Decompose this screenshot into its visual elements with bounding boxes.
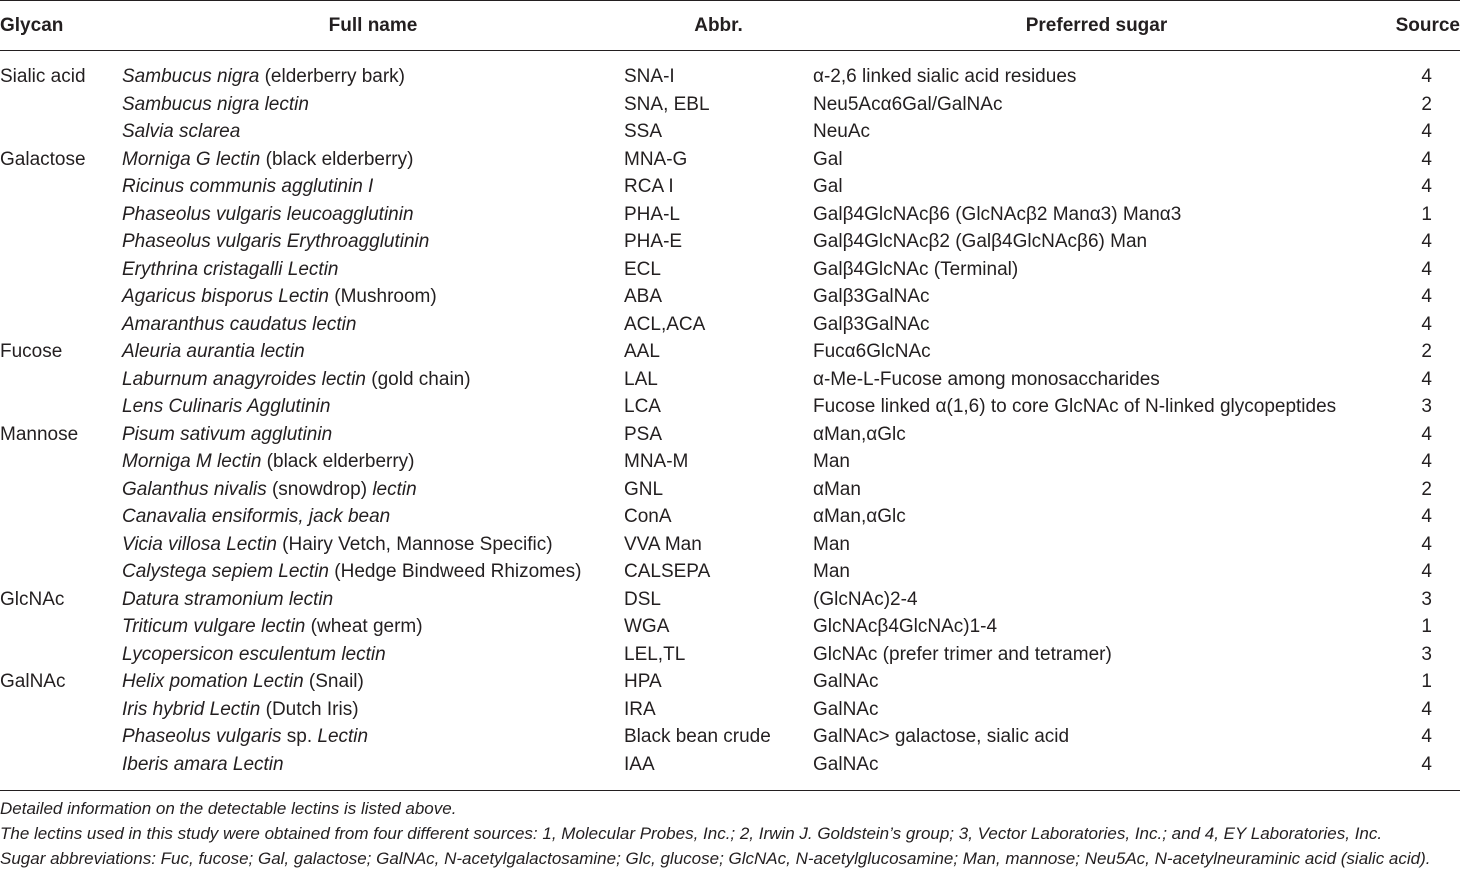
cell-source: 4: [1421, 423, 1432, 445]
cell-abbr: ConA: [624, 506, 672, 527]
cell-abbr: RCA I: [624, 176, 674, 197]
cell-glycan: [0, 311, 122, 339]
cell-abbr: MNA-M: [624, 451, 689, 472]
cell-full-name: [122, 668, 624, 696]
cell-full-name: [122, 751, 624, 791]
cell-full-name: [122, 421, 624, 449]
cell-abbr: WGA: [624, 616, 670, 637]
cell-abbr: ECL: [624, 258, 661, 280]
table-row: [0, 91, 1460, 119]
cell-preferred-sugar: Man: [813, 533, 850, 555]
cell-preferred-sugar: α-Me-L-Fucose among monosaccharides: [813, 368, 1160, 390]
header-source: Source: [1380, 1, 1460, 51]
cell-source: 4: [1421, 698, 1432, 720]
table-row: [0, 366, 1460, 394]
cell-source: 4: [1421, 451, 1432, 472]
table-row: [0, 393, 1460, 421]
cell-full-name: [122, 311, 624, 339]
table-row: [0, 476, 1460, 504]
full-name-italic: Morniga G lectin: [122, 148, 261, 170]
cell-source: 4: [1421, 726, 1432, 747]
cell-glycan: [0, 366, 122, 394]
full-name-italic: Sambucus nigra lectin: [122, 93, 309, 115]
cell-preferred-sugar: Gal: [813, 148, 843, 170]
cell-full-name: [122, 558, 624, 586]
header-glycan: Glycan: [0, 1, 122, 51]
cell-source: 4: [1421, 148, 1432, 170]
cell-glycan: [0, 696, 122, 724]
cell-source: 4: [1421, 561, 1432, 582]
full-name-plain: (Dutch Iris): [260, 698, 359, 720]
cell-source: 4: [1421, 121, 1432, 142]
full-name-italic: Datura stramonium lectin: [122, 588, 334, 610]
cell-abbr: ACL,ACA: [624, 313, 706, 335]
cell-preferred-sugar: (GlcNAc)2-4: [813, 588, 918, 610]
full-name-italic: Galanthus nivalis: [122, 478, 267, 500]
cell-preferred-sugar: Gal: [813, 176, 843, 197]
cell-glycan: [0, 531, 122, 559]
cell-preferred-sugar: Fucα6GlcNAc: [813, 341, 931, 362]
cell-preferred-sugar: Galβ4GlcNAcβ6 (GlcNAcβ2 Manα3) Manα3: [813, 203, 1182, 225]
cell-preferred-sugar: GlcNAc (prefer trimer and tetramer): [813, 643, 1112, 665]
footnote-line: Detailed information on the detectable lectins is listed above.: [0, 799, 457, 818]
cell-source: 4: [1380, 751, 1460, 791]
full-name-italic: Iris hybrid Lectin: [122, 698, 261, 720]
cell-abbr: IAA: [624, 751, 813, 791]
cell-full-name: [122, 91, 624, 119]
cell-glycan: [0, 613, 122, 641]
cell-abbr: LCA: [624, 396, 661, 417]
cell-source: 3: [1421, 643, 1432, 665]
full-name-italic: Ricinus communis agglutinin I: [122, 176, 374, 197]
full-name-italic: Lectin: [317, 726, 369, 747]
cell-glycan: GalNAc: [0, 671, 66, 692]
full-name-italic: Phaseolus vulgaris: [122, 726, 282, 747]
cell-preferred-sugar: αMan: [813, 478, 861, 500]
cell-preferred-sugar: NeuAc: [813, 121, 871, 142]
full-name-italic: Lens Culinaris Agglutinin: [122, 396, 331, 417]
full-name-italic: Calystega sepiem Lectin: [122, 561, 329, 582]
cell-source: 4: [1421, 286, 1432, 307]
cell-glycan: Mannose: [0, 423, 79, 445]
table-footnotes: [0, 796, 1460, 871]
table-row: [0, 338, 1460, 366]
cell-abbr: IRA: [624, 698, 656, 720]
cell-full-name: [122, 283, 624, 311]
full-name-italic: Amaranthus caudatus lectin: [122, 313, 357, 335]
cell-source: 4: [1421, 66, 1432, 87]
cell-full-name: [122, 503, 624, 531]
table-row: [0, 531, 1460, 559]
footnote-line: Sugar abbreviations: Fuc, fucose; Gal, galactose; GalNAc, N-acetylgalactosamine; Glc, glucose; GlcNAc, N-acetylglucosamine; Man, mannose; Neu5Ac, N-acetylneuraminic acid (sialic acid).: [0, 849, 1431, 868]
cell-glycan: [0, 283, 122, 311]
cell-glycan: Fucose: [0, 341, 63, 362]
cell-full-name: [122, 476, 624, 504]
cell-abbr: PSA: [624, 423, 663, 445]
full-name-italic: Pisum sativum agglutinin: [122, 423, 333, 445]
cell-full-name: [122, 118, 624, 146]
cell-abbr: MNA-G: [624, 148, 688, 170]
full-name-italic: Vicia villosa Lectin: [122, 533, 277, 555]
cell-preferred-sugar: Neu5Acα6Gal/GalNAc: [813, 93, 1003, 115]
full-name-plain: (snowdrop): [266, 478, 373, 500]
cell-full-name: [122, 393, 624, 421]
cell-glycan: [0, 228, 122, 256]
cell-glycan: [0, 173, 122, 201]
cell-preferred-sugar: GalNAc: [813, 671, 879, 692]
cell-full-name: [122, 586, 624, 614]
table-header-row: [0, 1, 1460, 51]
cell-abbr: SSA: [624, 121, 663, 142]
full-name-plain: (elderberry bark): [259, 66, 406, 87]
footnote-line: The lectins used in this study were obtained from four different sources: 1, Molecular Probes, Inc.; 2, Irwin J. Goldstein’s group; 3, Vector Laboratories, Inc.; and 4, EY Laboratories, Inc.: [0, 824, 1383, 843]
cell-source: 2: [1421, 341, 1432, 362]
cell-full-name: [122, 338, 624, 366]
cell-abbr: SNA-I: [624, 66, 675, 87]
table-row: [0, 256, 1460, 284]
full-name-plain: (gold chain): [366, 368, 471, 390]
full-name-plain: (Hairy Vetch, Mannose Specific): [276, 533, 553, 555]
full-name-italic: lectin: [372, 478, 417, 500]
full-name-italic: Phaseolus vulgaris leucoagglutinin: [122, 203, 414, 225]
cell-source: 3: [1421, 396, 1432, 417]
cell-abbr: GNL: [624, 478, 664, 500]
full-name-italic: Salvia sclarea: [122, 121, 241, 142]
table-row: [0, 146, 1460, 174]
full-name-plain: sp.: [281, 726, 318, 747]
cell-preferred-sugar: Fucose linked α(1,6) to core GlcNAc of N-linked glycopeptides: [813, 396, 1337, 417]
cell-abbr: HPA: [624, 671, 662, 692]
full-name-italic: Sambucus nigra: [122, 66, 260, 87]
cell-abbr: PHA-E: [624, 231, 683, 252]
cell-preferred-sugar: GalNAc> galactose, sialic acid: [813, 726, 1070, 747]
cell-source: 4: [1421, 506, 1432, 527]
cell-full-name: [122, 173, 624, 201]
full-name-italic: Laburnum anagyroides lectin: [122, 368, 366, 390]
full-name-italic: Iberis amara Lectin: [122, 753, 284, 775]
cell-source: 2: [1421, 478, 1432, 500]
cell-preferred-sugar: Man: [813, 451, 850, 472]
header-full-name: Full name: [122, 1, 624, 51]
cell-full-name: [122, 448, 624, 476]
cell-preferred-sugar: GalNAc: [813, 698, 879, 720]
cell-source: 4: [1421, 313, 1432, 335]
cell-full-name: [122, 256, 624, 284]
table-row: [0, 503, 1460, 531]
table-row: [0, 173, 1460, 201]
table-row: [0, 311, 1460, 339]
cell-source: 1: [1421, 671, 1432, 692]
table-row: [0, 751, 1460, 791]
full-name-italic: Morniga M lectin: [122, 451, 262, 472]
table-row: [0, 118, 1460, 146]
cell-preferred-sugar: GlcNAcβ4GlcNAc)1-4: [813, 616, 998, 637]
table-row: [0, 641, 1460, 669]
full-name-plain: (wheat germ): [305, 616, 423, 637]
table-body: [0, 51, 1460, 791]
cell-source: 4: [1421, 368, 1432, 390]
table-row: [0, 723, 1460, 751]
full-name-plain: (black elderberry): [261, 451, 415, 472]
cell-abbr: AAL: [624, 341, 660, 362]
table-row: [0, 421, 1460, 449]
cell-full-name: [122, 201, 624, 229]
table-row: [0, 283, 1460, 311]
cell-glycan: GlcNAc: [0, 588, 65, 610]
table-row: [0, 558, 1460, 586]
cell-full-name: [122, 613, 624, 641]
header-abbr: Abbr.: [624, 1, 813, 51]
cell-glycan: [0, 201, 122, 229]
cell-abbr: LAL: [624, 368, 658, 390]
cell-glycan: [0, 393, 122, 421]
cell-source: 3: [1421, 588, 1432, 610]
cell-full-name: [122, 696, 624, 724]
cell-abbr: ABA: [624, 286, 663, 307]
cell-full-name: [122, 641, 624, 669]
cell-glycan: [0, 448, 122, 476]
cell-source: 4: [1421, 231, 1432, 252]
cell-glycan: [0, 503, 122, 531]
cell-preferred-sugar: αMan,αGlc: [813, 423, 906, 445]
cell-full-name: [122, 531, 624, 559]
cell-glycan: [0, 723, 122, 751]
cell-source: 4: [1421, 258, 1432, 280]
header-preferred-sugar: Preferred sugar: [813, 1, 1380, 51]
cell-source: 2: [1421, 93, 1432, 115]
cell-abbr: Black bean crude: [624, 726, 771, 747]
cell-abbr: VVA Man: [624, 533, 702, 555]
cell-glycan: [0, 476, 122, 504]
cell-source: 1: [1421, 203, 1432, 225]
cell-glycan: Galactose: [0, 148, 86, 170]
cell-preferred-sugar: Man: [813, 561, 850, 582]
cell-preferred-sugar: αMan,αGlc: [813, 506, 906, 527]
table-row: [0, 613, 1460, 641]
cell-full-name: [122, 228, 624, 256]
cell-full-name: [122, 51, 624, 91]
cell-preferred-sugar: Galβ4GlcNAc (Terminal): [813, 258, 1019, 280]
table-row: [0, 586, 1460, 614]
cell-source: 4: [1421, 176, 1432, 197]
cell-abbr: SNA, EBL: [624, 93, 710, 115]
cell-abbr: LEL,TL: [624, 643, 686, 665]
full-name-italic: Helix pomation Lectin: [122, 671, 304, 692]
full-name-italic: Phaseolus vulgaris Erythroagglutinin: [122, 231, 430, 252]
full-name-plain: (black elderberry): [260, 148, 414, 170]
table-row: [0, 696, 1460, 724]
full-name-plain: (Snail): [303, 671, 364, 692]
cell-glycan: Sialic acid: [0, 66, 86, 87]
full-name-plain: (Mushroom): [329, 286, 437, 307]
cell-source: 4: [1421, 533, 1432, 555]
cell-preferred-sugar: GalNAc: [813, 751, 1380, 791]
cell-preferred-sugar: Galβ4GlcNAcβ2 (Galβ4GlcNAcβ6) Man: [813, 231, 1148, 252]
table-row: [0, 668, 1460, 696]
cell-glycan: [0, 641, 122, 669]
cell-glycan: [0, 91, 122, 119]
cell-glycan: [0, 558, 122, 586]
full-name-italic: Aleuria aurantia lectin: [122, 341, 305, 362]
cell-preferred-sugar: α-2,6 linked sialic acid residues: [813, 66, 1077, 87]
cell-preferred-sugar: Galβ3GalNAc: [813, 313, 930, 335]
table-row: [0, 448, 1460, 476]
cell-abbr: CALSEPA: [624, 561, 711, 582]
cell-abbr: DSL: [624, 588, 661, 610]
full-name-italic: Agaricus bisporus Lectin: [122, 286, 329, 307]
cell-full-name: [122, 723, 624, 751]
full-name-italic: Erythrina cristagalli Lectin: [122, 258, 339, 280]
table-row: [0, 201, 1460, 229]
full-name-italic: Lycopersicon esculentum lectin: [122, 643, 386, 665]
cell-glycan: [0, 118, 122, 146]
cell-full-name: [122, 366, 624, 394]
full-name-plain: (Hedge Bindweed Rhizomes): [329, 561, 582, 582]
cell-glycan: [0, 751, 122, 791]
cell-preferred-sugar: Galβ3GalNAc: [813, 286, 930, 307]
table-row: [0, 228, 1460, 256]
cell-glycan: [0, 256, 122, 284]
full-name-italic: Canavalia ensiformis, jack bean: [122, 506, 391, 527]
full-name-italic: Triticum vulgare lectin: [122, 616, 306, 637]
cell-full-name: [122, 146, 624, 174]
cell-source: 1: [1421, 616, 1432, 637]
table-row: [0, 51, 1460, 91]
cell-abbr: PHA-L: [624, 203, 680, 225]
